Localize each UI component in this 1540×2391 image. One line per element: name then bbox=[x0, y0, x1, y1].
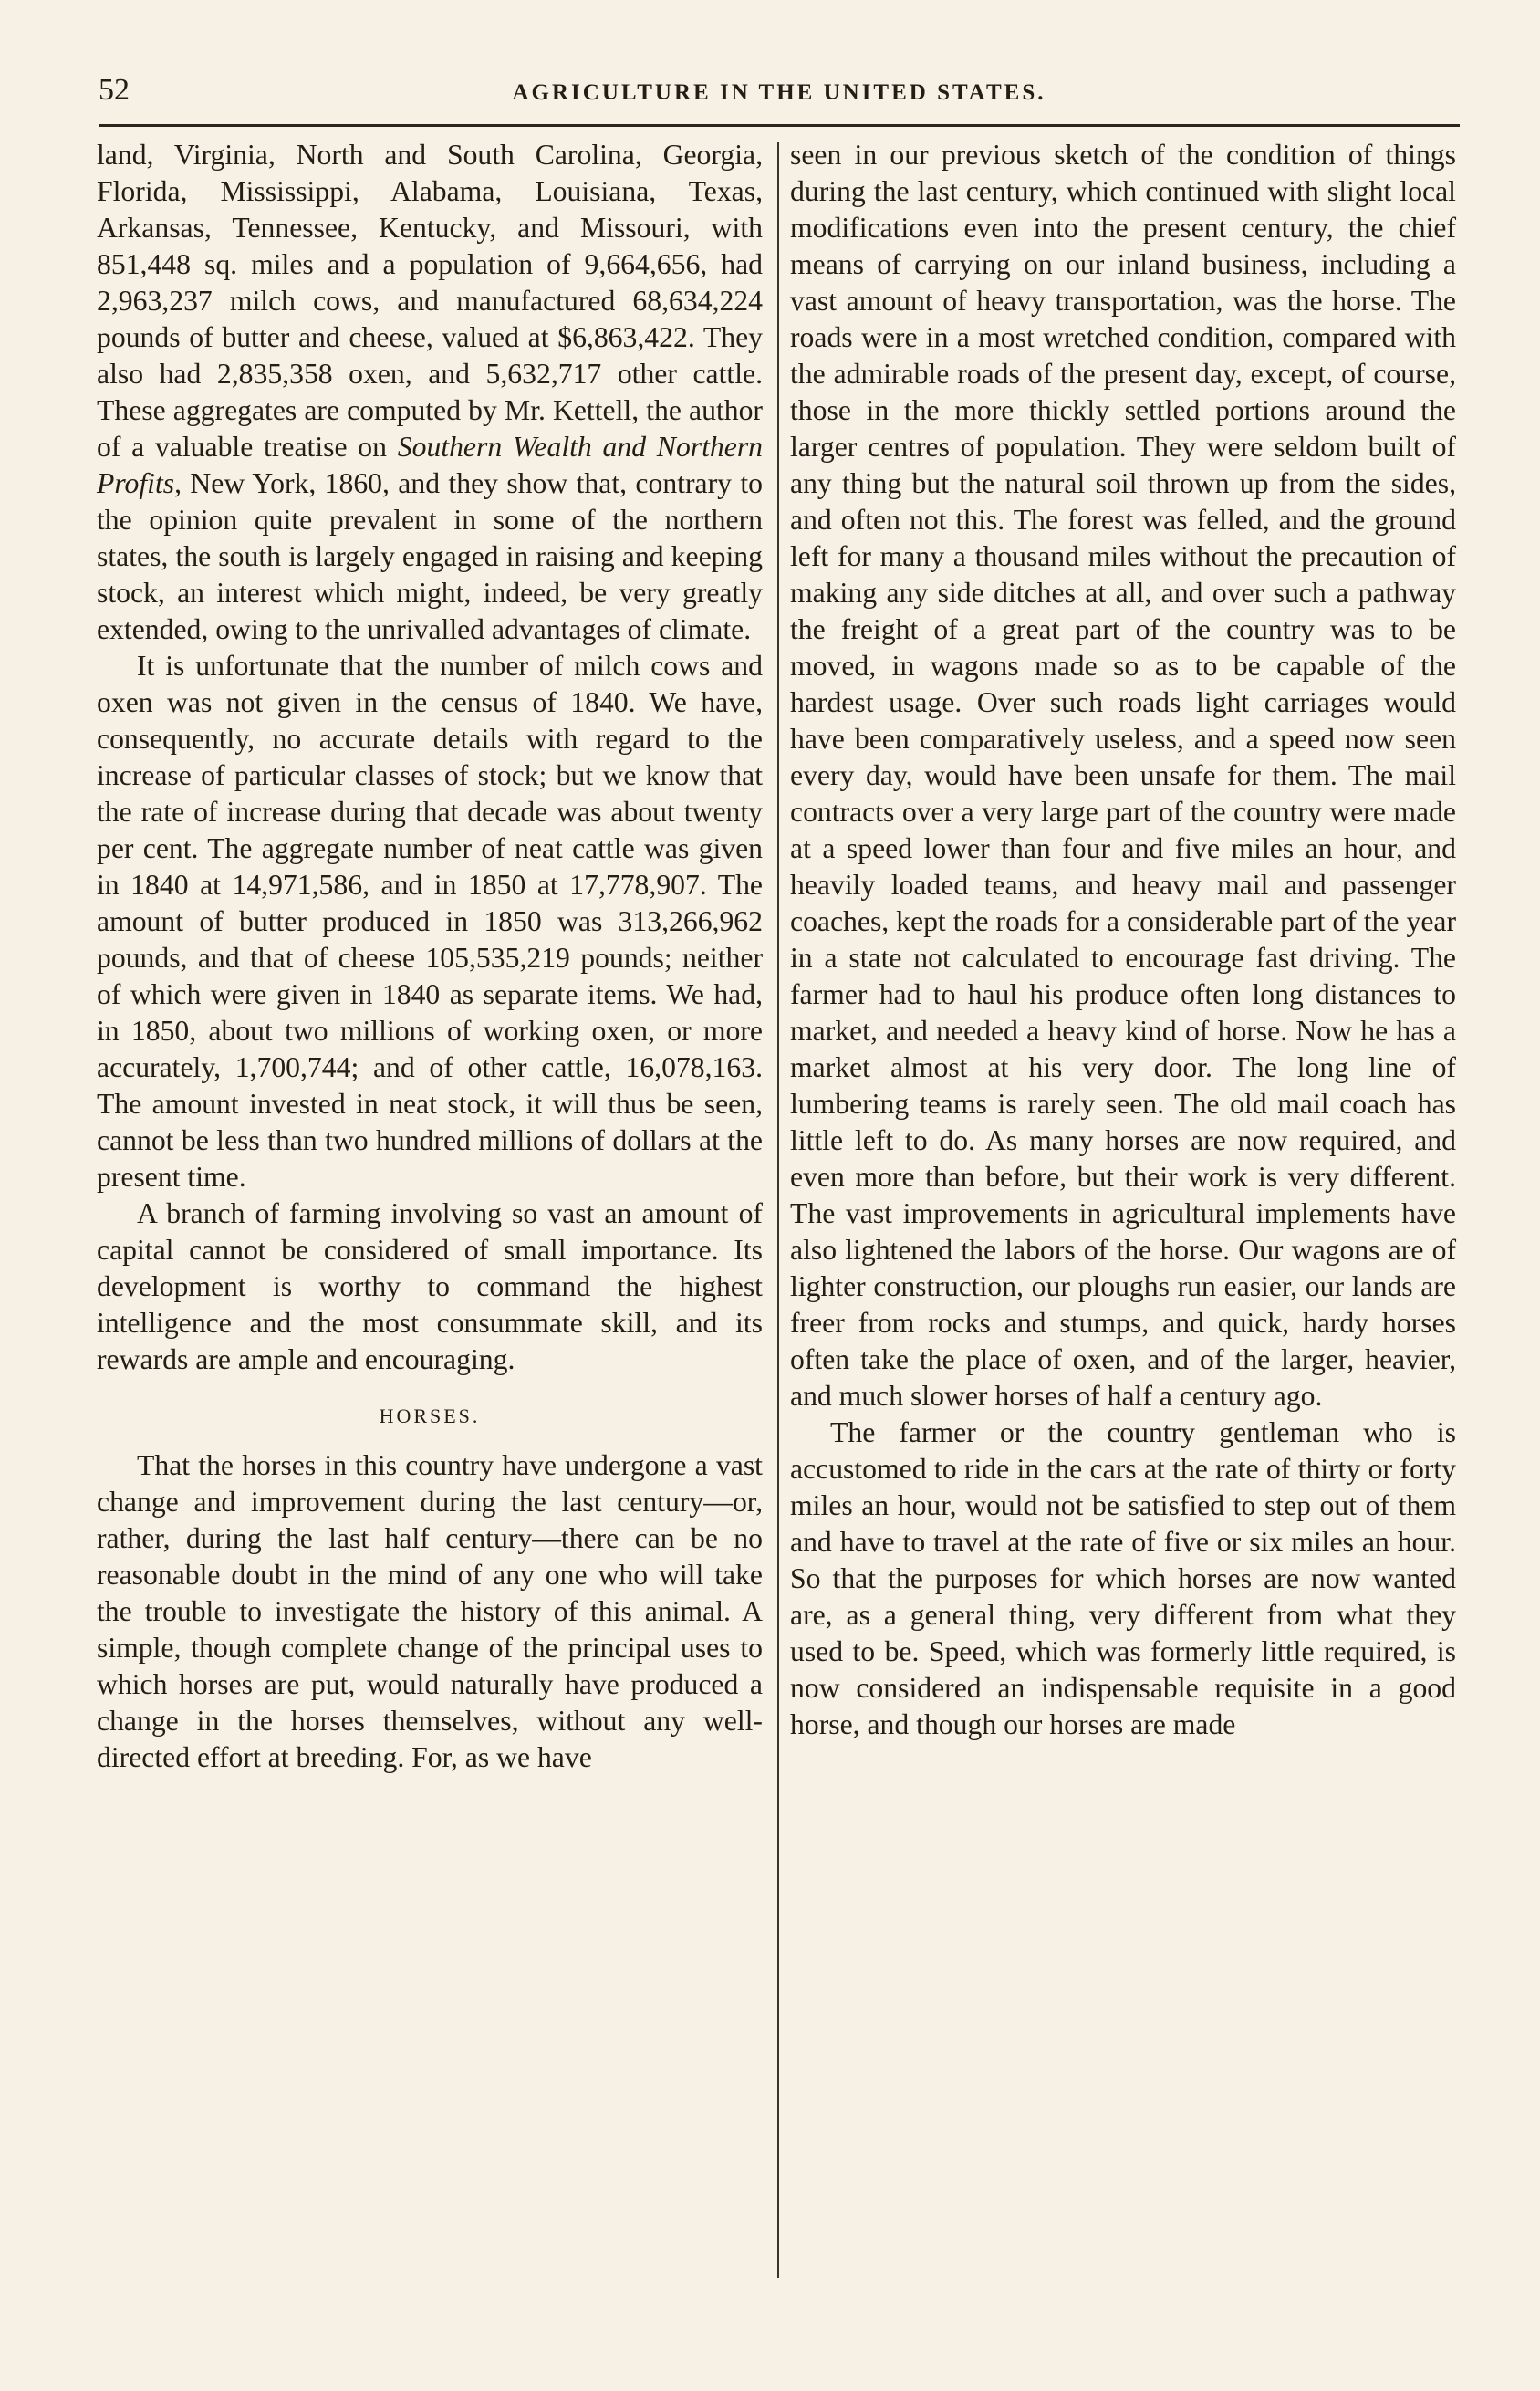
paragraph: That the horses in this country have undergone a vast change and improvement during the last century—or, rather, during the last half century—there can be no reasonable doubt in the mind of any one who will take the trouble to investigate the history of this animal. A simple, though complete change of the principal uses to which horses are put, would naturally have produced a change in the horses themselves, without any well-directed effort at breeding. For, as we have bbox=[97, 1449, 763, 1773]
page-header bbox=[99, 73, 1460, 119]
section-heading: HORSES. bbox=[379, 1404, 481, 1427]
page-number: 52 bbox=[99, 73, 130, 107]
paragraph-continued bbox=[97, 137, 763, 648]
running-title: AGRICULTURE IN THE UNITED STATES. bbox=[512, 80, 1046, 105]
book-title: Southern Wealth and Northern Profits bbox=[97, 431, 764, 499]
paragraph: It is unfortunate that the number of milch cows and oxen was not given in the census of 1840. We have, consequently, no accurate details with regard to the increase of particular classes of stock; but we know that the rate of increase during that decade was about twenty per cent. The aggregate number of neat cattle was given in 1840 at 14,971,586, and in 1850 at 17,778,907. The amount of butter produced in 1850 was 313,266,962 pounds, and that of cheese 105,535,219 pounds; neither of which were given in 1840 as separate items. We had, in 1850, about two millions of working oxen, or more accurately, 1,700,744; and of other cattle, 16,078,163. The amount invested in neat stock, it will thus be seen, cannot be less than two hundred millions of dollars at the present time. bbox=[97, 650, 763, 1193]
paragraph: The farmer or the country gentleman who is accustomed to ride in the cars at the rate of thirty or forty miles an hour, would not be satisfied to step out of them and have to travel at the rate of five or six miles an hour. So that the purposes for which horses are now wanted are, as a general thing, very different from what they used to be. Speed, which was formerly little required, is now considered an indispensable requisite in a good horse, and though our horses are made bbox=[790, 1416, 1456, 1740]
right-column bbox=[790, 137, 1456, 1743]
left-column bbox=[97, 137, 763, 1776]
paragraph-text: land, Virginia, North and South Carolina, Georgia, Florida, Mississippi, Alabama, Louisiana, Texas, Arkansas, Tennessee, Kentucky, and Missouri, with 851,448 sq. miles and a population of 9,664,656, had 2,963,237 milch cows, and manufactured 68,634,224 pounds of butter and cheese, valued at $6,863,422. They also had 2,835,358 oxen, and 5,632,717 other cattle. These aggregates are computed by Mr. Kettell, the author of a valuable treatise on bbox=[97, 139, 763, 463]
paragraph-text: , New York, 1860, and they show that, contrary to the opinion quite prevalent in some of the northern states, the south is largely engaged in raising and keeping stock, an interest which might, indeed, be very greatly extended, owing to the unrivalled advantages of climate. bbox=[97, 467, 763, 645]
column-divider bbox=[777, 142, 779, 2278]
paragraph: A branch of farming involving so vast an amount of capital cannot be considered of small importance. Its development is worthy to command the highest intelligence and the most consummate skill, and its rewards are ample and encouraging. bbox=[97, 1197, 763, 1375]
header-rule bbox=[99, 124, 1460, 127]
paragraph-continued: seen in our previous sketch of the condition of things during the last century, which continued with slight local modifications even into the present century, the chief means of carrying on our inland business, including a vast amount of heavy transportation, was the horse. The roads were in a most wretched condition, compared with the admirable roads of the present day, except, of course, those in the more thickly settled portions around the larger centres of population. They were seldom built of any thing but the natural soil thrown up from the sides, and often not this. The forest was felled, and the ground left for many a thousand miles without the precaution of making any side ditches at all, and over such a pathway the freight of a great part of the country was to be moved, in wagons made so as to be capable of the hardest usage. Over such roads light carriages would have been comparatively useless, and a speed now seen every day, would have been unsafe for them. The mail contracts over a very large part of the country were made at a speed lower than four and five miles an hour, and heavily loaded teams, and heavy mail and passenger coaches, kept the roads for a considerable part of the year in a state not calculated to encourage fast driving. The farmer had to haul his produce often long distances to market, and needed a heavy kind of horse. Now he has a market almost at his very door. The long line of lumbering teams is rarely seen. The old mail coach has little left to do. As many horses are now required, and even more than before, but their work is very different. The vast improvements in agricultural implements have also lightened the labors of the horse. Our wagons are of lighter construction, our ploughs run easier, our lands are freer from rocks and stumps, and quick, hardy horses often take the place of oxen, and of the larger, heavier, and much slower horses of half a century ago. bbox=[790, 139, 1456, 1412]
